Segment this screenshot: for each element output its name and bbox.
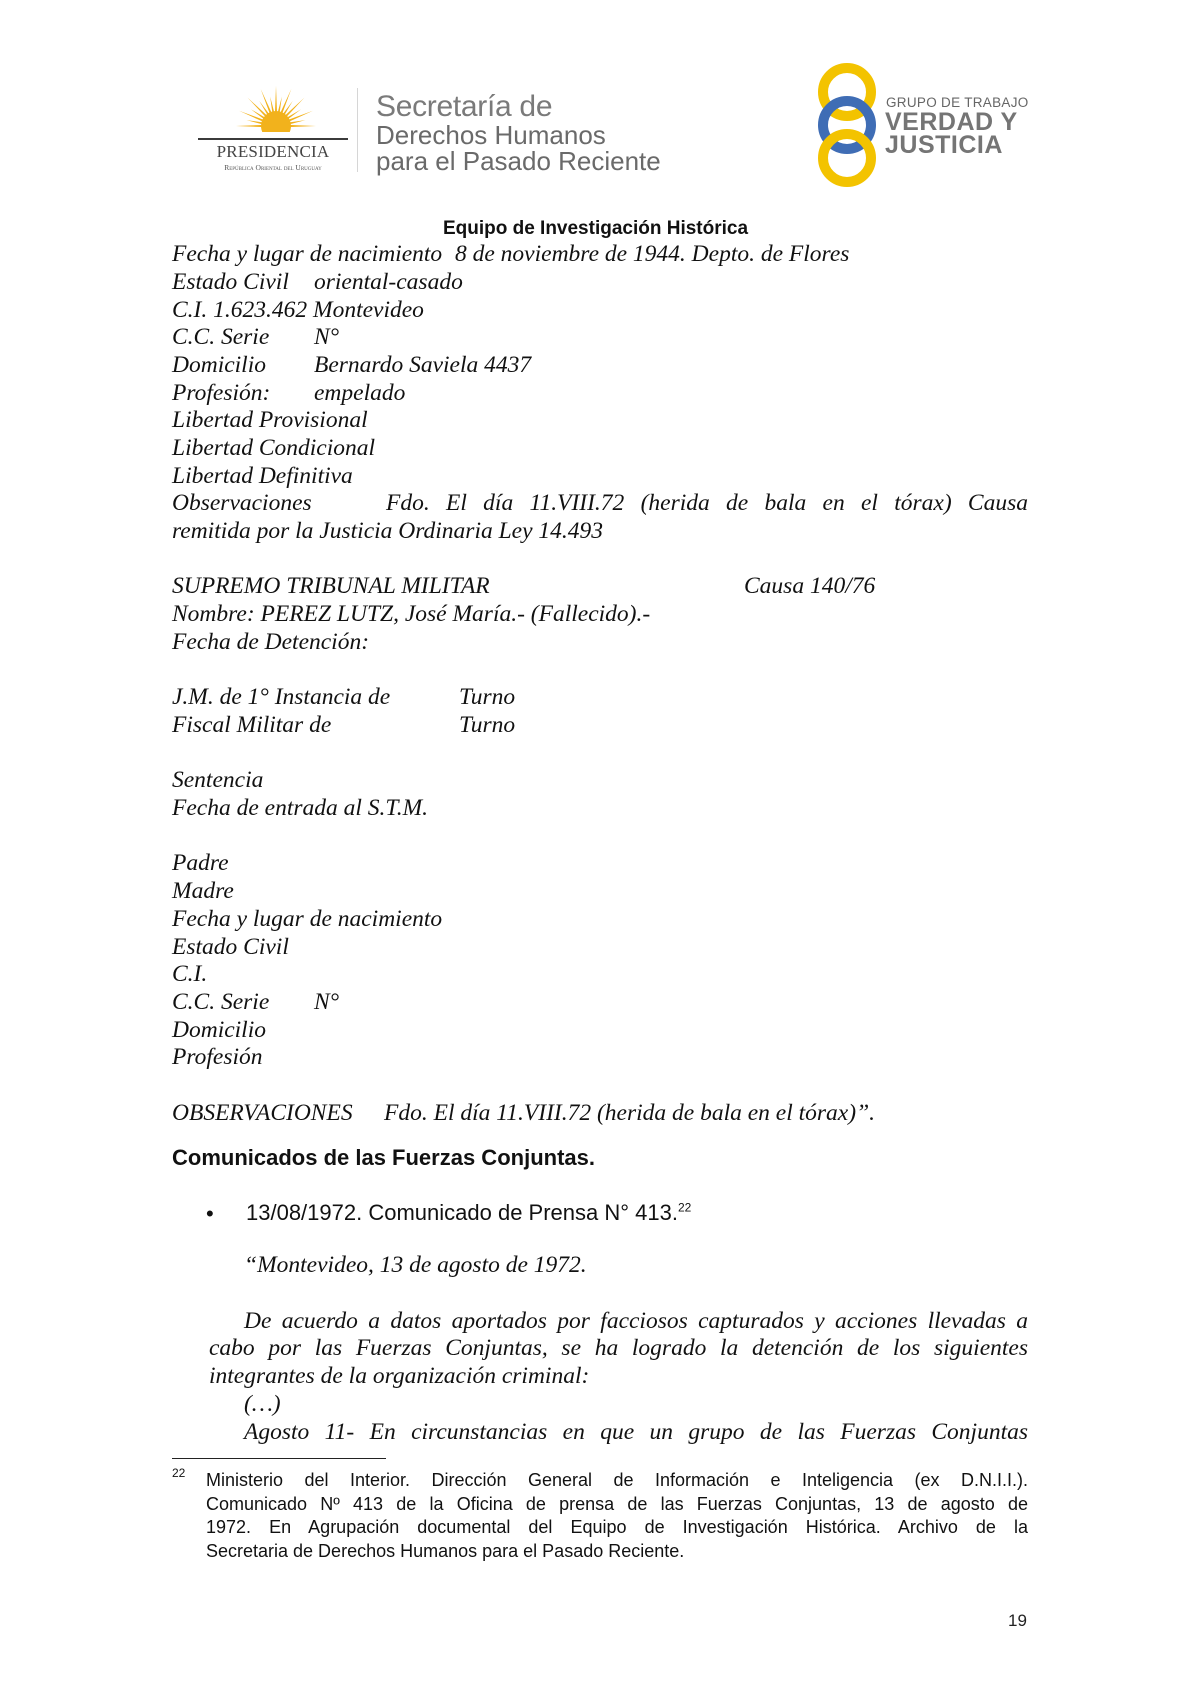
ci-value: C.I. 1.623.462 Montevideo bbox=[172, 297, 424, 323]
dom-value: Bernardo Saviela 4437 bbox=[314, 352, 532, 378]
footnote-line4: Secretaria de Derechos Humanos para el Pasado Reciente. bbox=[206, 1540, 685, 1561]
cc-n: N° bbox=[314, 324, 340, 350]
page-number: 19 bbox=[1008, 1611, 1027, 1630]
madre: Madre bbox=[172, 878, 234, 904]
fecha-detencion: Fecha de Detención: bbox=[172, 629, 370, 655]
bullet-item bbox=[246, 1200, 691, 1226]
grupo-line3: JUSTICIA bbox=[885, 131, 1003, 159]
bullet-dot: • bbox=[206, 1201, 214, 1226]
grupo-line1: GRUPO DE TRABAJO bbox=[886, 95, 1029, 110]
civil-label: Estado Civil bbox=[172, 269, 289, 295]
dom-label: Domicilio bbox=[172, 352, 266, 378]
footnote-body bbox=[206, 1469, 1028, 1563]
obs-label-2: OBSERVACIONES bbox=[172, 1100, 353, 1126]
nac-value: 8 de noviembre de 1944. Depto. de Flores bbox=[455, 241, 850, 267]
dom-label-2: Domicilio bbox=[172, 1017, 266, 1043]
presidencia-logo bbox=[196, 82, 356, 174]
secretaria-line1: Secretaría de bbox=[376, 90, 553, 123]
quote-date: “Montevideo, 13 de agosto de 1972. bbox=[244, 1252, 587, 1278]
obs-value-2: Fdo. El día 11.VIII.72 (herida de bala en el tórax)”. bbox=[384, 1100, 876, 1126]
tribunal: SUPREMO TRIBUNAL MILITAR bbox=[172, 573, 490, 599]
civil-label-2: Estado Civil bbox=[172, 934, 289, 960]
para1-line1: De acuerdo a datos aportados por facciosos capturados y acciones llevadas a bbox=[244, 1308, 1028, 1334]
ci-label-2: C.I. bbox=[172, 961, 208, 987]
civil-value: oriental-casado bbox=[314, 269, 463, 295]
nac-label-2: Fecha y lugar de nacimiento bbox=[172, 906, 443, 932]
lib-prov: Libertad Provisional bbox=[172, 407, 368, 433]
footnote-rule bbox=[172, 1458, 386, 1459]
secretaria-line3: para el Pasado Reciente bbox=[376, 146, 661, 176]
footnote-ref[interactable]: 22 bbox=[677, 1200, 692, 1215]
sun-icon bbox=[196, 82, 356, 142]
lib-cond: Libertad Condicional bbox=[172, 435, 376, 461]
padre: Padre bbox=[172, 850, 229, 876]
cc-label-2: C.C. Serie bbox=[172, 989, 270, 1015]
footnote-number: 22 bbox=[172, 1466, 186, 1480]
footnote-line2: Comunicado Nº 413 de la Oficina de prensa de las Fuerzas Conjuntas, 13 de agosto de bbox=[206, 1493, 1028, 1514]
para1-line3: integrantes de la organización criminal: bbox=[209, 1363, 590, 1389]
section-heading: Comunicados de las Fuerzas Conjuntas. bbox=[172, 1145, 595, 1170]
secretaria-line2: Derechos Humanos bbox=[376, 120, 606, 150]
obs-label: Observaciones bbox=[172, 490, 312, 516]
nombre: Nombre: PEREZ LUTZ, José María.- (Fallecido).- bbox=[172, 601, 651, 627]
team-title: Equipo de Investigación Histórica bbox=[442, 218, 749, 239]
para1-line2: cabo por las Fuerzas Conjuntas, se ha logrado la detención de los siguientes bbox=[209, 1335, 1028, 1361]
header-divider bbox=[357, 88, 358, 172]
cc-label: C.C. Serie bbox=[172, 324, 270, 350]
footnote-line1: Ministerio del Interior. Dirección General de Información e Inteligencia (ex D.N.I.I.). bbox=[206, 1470, 1028, 1490]
prof-value: empelado bbox=[314, 380, 406, 406]
ellipsis: (…) bbox=[244, 1391, 281, 1417]
sentencia: Sentencia bbox=[172, 767, 264, 793]
grupo-line2: VERDAD Y bbox=[885, 108, 1018, 136]
nac-label: Fecha y lugar de nacimiento bbox=[172, 241, 443, 267]
lib-def: Libertad Definitiva bbox=[172, 463, 353, 489]
fecha-entrada: Fecha de entrada al S.T.M. bbox=[172, 795, 429, 821]
fiscal-label: Fiscal Militar de bbox=[172, 712, 332, 738]
footnote-line3: 1972. En Agrupación documental del Equipo de Investigación Histórica. Archivo de la bbox=[206, 1517, 1028, 1537]
jm-label: J.M. de 1° Instancia de bbox=[172, 684, 391, 710]
para2-line1: Agosto 11- En circunstancias en que un grupo de las Fuerzas Conjuntas bbox=[244, 1419, 1028, 1445]
bullet-text: 13/08/1972. Comunicado de Prensa N° 413. bbox=[246, 1200, 678, 1225]
presidencia-sub: República Oriental del Uruguay bbox=[224, 163, 322, 172]
cc-n-2: N° bbox=[314, 989, 340, 1015]
causa: Causa 140/76 bbox=[744, 573, 876, 599]
presidencia-label: PRESIDENCIA bbox=[216, 142, 330, 161]
jm-turno: Turno bbox=[459, 684, 516, 710]
prof-label-2: Profesión bbox=[172, 1044, 263, 1070]
obs-line1: Fdo. El día 11.VIII.72 (herida de bala en el tórax) Causa bbox=[386, 490, 1028, 516]
prof-label: Profesión: bbox=[172, 380, 271, 406]
rings-logo-icon bbox=[812, 63, 882, 187]
fiscal-turno: Turno bbox=[459, 712, 516, 738]
obs-line2: remitida por la Justicia Ordinaria Ley 14.493 bbox=[172, 518, 604, 544]
